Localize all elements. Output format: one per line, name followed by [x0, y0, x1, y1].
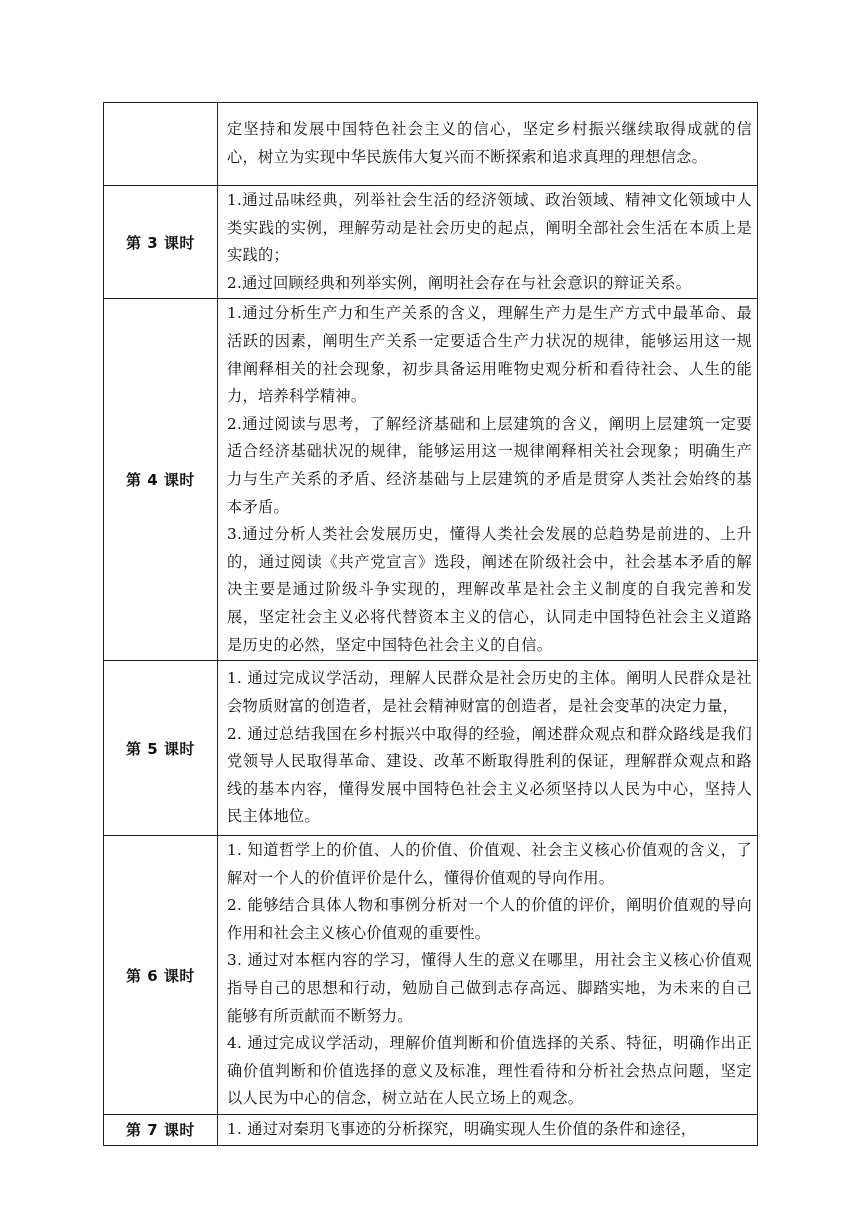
objective-paragraph: 2.通过阅读与思考，了解经济基础和上层建筑的含义，阐明上层建筑一定要适合经济基础状况的规律，能够运用这一规律阐释相关社会现象；明确生产力与生产关系的矛盾、经济基础与上层建筑的矛盾是贯穿人类社会始终的基本矛盾。: [227, 414, 752, 516]
lesson-label: [104, 103, 218, 186]
table-row: [104, 1115, 758, 1146]
lesson-objectives: [218, 103, 758, 186]
table-row: [104, 103, 758, 186]
table-row: [104, 836, 758, 1115]
objective-paragraph: 3. 通过对本框内容的学习，懂得人生的意义在哪里，用社会主义核心价值观指导自己的思想和行动，勉励自己做到志存高远、脚踏实地，为未来的自己能够有所贡献而不断努力。: [227, 951, 752, 1025]
lesson-label: 第 3 课时: [104, 186, 218, 299]
objective-paragraph: 3.通过分析人类社会发展历史，懂得人类社会发展的总趋势是前进的、上升的，通过阅读《共产党宣言》选段，阐述在阶级社会中，社会基本矛盾的解决主要是通过阶级斗争实现的，理解改革是社会主义制度的自我完善和发展，坚定社会主义必将代替资本主义的信心，认同走中国特色社会主义道路是历史的必然，坚定中国特色社会主义的自信。: [227, 525, 752, 654]
lesson-label: 第 5 课时: [104, 661, 218, 836]
objective-paragraph: 2. 通过总结我国在乡村振兴中取得的经验，阐述群众观点和群众路线是我们党领导人民取得革命、建设、改革不断取得胜利的保证，理解群众观点和路线的基本内容，懂得发展中国特色社会主义必须坚持以人民为中心，坚持人民主体地位。: [227, 724, 752, 826]
lesson-objectives: [218, 836, 758, 1115]
lesson-label: 第 6 课时: [104, 836, 218, 1115]
objective-paragraph: 1.通过品味经典，列举社会生活的经济领域、政治领域、精神文化领域中人类实践的实例，理解劳动是社会历史的起点，阐明全部社会生活在本质上是实践的；: [227, 191, 752, 265]
objective-paragraph: 1.通过分析生产力和生产关系的含义，理解生产力是生产方式中最革命、最活跃的因素，阐明生产关系一定要适合生产力状况的规律，能够运用这一规律阐释相关的社会现象，初步具备运用唯物史观分析和看待社会、人生的能力，培养科学精神。: [227, 304, 752, 406]
lesson-objectives: [218, 1115, 758, 1146]
lesson-objectives: [218, 299, 758, 661]
table-row: [104, 661, 758, 836]
objective-paragraph: 1. 通过对秦玥飞事迹的分析探究，明确实现人生价值的条件和途径，: [227, 1120, 697, 1139]
lesson-objectives: [218, 186, 758, 299]
objective-paragraph: 2.通过回顾经典和列举实例，阐明社会存在与社会意识的辩证关系。: [227, 273, 692, 292]
objective-paragraph: 1. 通过完成议学活动，理解人民群众是社会历史的主体。阐明人民群众是社会物质财富的创造者，是社会精神财富的创造者，是社会变革的决定力量，: [227, 669, 752, 715]
table-row: [104, 299, 758, 661]
lesson-objectives: [218, 661, 758, 836]
lesson-objectives-table: [103, 102, 758, 1146]
lesson-label: 第 4 课时: [104, 299, 218, 661]
objective-paragraph: 定坚持和发展中国特色社会主义的信心，坚定乡村振兴继续取得成就的信心，树立为实现中华民族伟大复兴而不断探索和追求真理的理想信念。: [227, 120, 752, 166]
objective-paragraph: 1. 知道哲学上的价值、人的价值、价值观、社会主义核心价值观的含义，了解对一个人的价值评价是什么，懂得价值观的导向作用。: [227, 841, 752, 887]
table-row: [104, 186, 758, 299]
objective-paragraph: 4. 通过完成议学活动，理解价值判断和价值选择的关系、特征，明确作出正确价值判断和价值选择的意义及标准，理性看待和分析社会热点问题，坚定以人民为中心的信念，树立站在人民立场上的观念。: [227, 1034, 752, 1108]
lesson-label: 第 7 课时: [104, 1115, 218, 1146]
objective-paragraph: 2. 能够结合具体人物和事例分析对一个人的价值的评价，阐明价值观的导向作用和社会主义核心价值观的重要性。: [227, 896, 752, 942]
